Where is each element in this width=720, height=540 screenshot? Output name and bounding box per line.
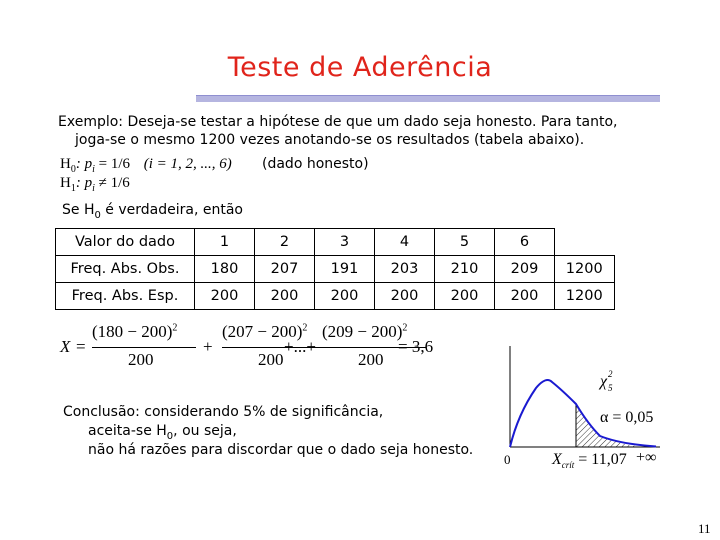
table-cell: 203 [375, 256, 435, 283]
table-cell: 209 [495, 256, 555, 283]
table-cell: 180 [195, 256, 255, 283]
xcrit-letter: X [552, 451, 562, 468]
table-cell: 1200 [555, 283, 615, 310]
num3-exponent: 2 [402, 322, 408, 334]
formula-dots: +...+ [284, 337, 316, 356]
intro-line-2: joga-se o mesmo 1200 vezes anotando-se os resultados (tabela abaixo). [75, 132, 585, 148]
conclusion-pre: aceita-se H [88, 423, 167, 439]
formula-numerator-3 [322, 322, 407, 342]
h0-subscript: 0 [70, 164, 76, 175]
table-cell: 200 [375, 283, 435, 310]
table-row [56, 256, 615, 283]
header-cell: 3 [315, 229, 375, 256]
formula-denominator-1: 200 [128, 350, 154, 369]
formula-denominator-3: 200 [358, 350, 384, 369]
xcrit-subscript: crít [561, 460, 575, 471]
header-cell: 4 [375, 229, 435, 256]
table-cell: 200 [495, 283, 555, 310]
table-cell: 1200 [555, 256, 615, 283]
table-cell: 200 [255, 283, 315, 310]
num2-exponent: 2 [302, 322, 308, 334]
formula-numerator-1 [92, 322, 177, 342]
h0-value: = 1/6 [94, 156, 131, 172]
row-label-cell: Freq. Abs. Obs. [56, 256, 195, 283]
num3-text: (209 − 200) [322, 322, 403, 341]
formula-lhs: X [60, 337, 71, 356]
chi-superscript: 2 [608, 369, 613, 379]
formula-result: = 3,6 [398, 337, 434, 356]
table-header-row [56, 229, 615, 256]
header-cell: 5 [435, 229, 495, 256]
frequency-table [55, 228, 615, 310]
xcrit-value: = 11,07 [578, 451, 627, 468]
header-cell: 6 [495, 229, 555, 256]
hypothesis-h1 [60, 174, 130, 198]
header-cell: Valor do dado [56, 229, 195, 256]
chart-zero-label: 0 [504, 452, 511, 467]
condition-pre: Se H [62, 202, 95, 218]
condition-post: é verdadeira, então [100, 202, 243, 218]
h0-note: (dado honesto) [262, 156, 369, 172]
table-cell: 200 [195, 283, 255, 310]
fraction-bar-1 [92, 347, 196, 348]
infinity-label: +∞ [636, 449, 657, 466]
table-cell: 210 [435, 256, 495, 283]
formula-denominator-2: 200 [258, 350, 284, 369]
formula-plus: + [203, 337, 213, 356]
h0-expression: : p [75, 156, 93, 172]
conclusion-sub: 0 [166, 430, 174, 442]
intro-line-1: Exemplo: Deseja-se testar a hipótese de que um dado seja honesto. Para tanto, [58, 114, 618, 130]
table-row [56, 283, 615, 310]
page-title: Teste de Aderência [227, 52, 493, 83]
table-cell: 191 [315, 256, 375, 283]
critical-value-label [552, 450, 627, 475]
conclusion-line-1: Conclusão: considerando 5% de significância, [63, 404, 384, 420]
condition-text [62, 201, 243, 225]
num1-exponent: 2 [172, 322, 178, 334]
h1-index: i [92, 183, 95, 194]
conclusion-line-3: não há razões para discordar que o dado seja honesto. [88, 442, 474, 458]
title-rule [196, 96, 660, 102]
page-number: 11 [698, 521, 711, 536]
h1-subscript: 1 [70, 183, 76, 194]
formula-equals: = [76, 337, 86, 356]
alpha-label: α = 0,05 [600, 409, 654, 426]
table-cell: 200 [315, 283, 375, 310]
h0-letter: H [60, 156, 71, 172]
chi-square-symbol [600, 369, 613, 393]
row-label-cell: Freq. Abs. Esp. [56, 283, 195, 310]
h0-index: i [92, 164, 95, 175]
condition-sub: 0 [94, 209, 101, 221]
h1-letter: H [60, 175, 71, 191]
chi-letter: χ [600, 373, 608, 390]
num2-text: (207 − 200) [222, 322, 303, 341]
conclusion-post: , ou seja, [173, 423, 237, 439]
chi-square-formula [60, 322, 460, 374]
header-cell [555, 229, 615, 256]
h1-expression: : p [75, 175, 93, 191]
h0-range: (i = 1, 2, ..., 6) [143, 156, 232, 172]
table-cell: 200 [435, 283, 495, 310]
chi-subscript: 5 [608, 383, 613, 393]
header-cell: 1 [195, 229, 255, 256]
header-cell: 2 [255, 229, 315, 256]
num1-text: (180 − 200) [92, 322, 173, 341]
table-cell: 207 [255, 256, 315, 283]
h1-value: ≠ 1/6 [94, 175, 130, 191]
